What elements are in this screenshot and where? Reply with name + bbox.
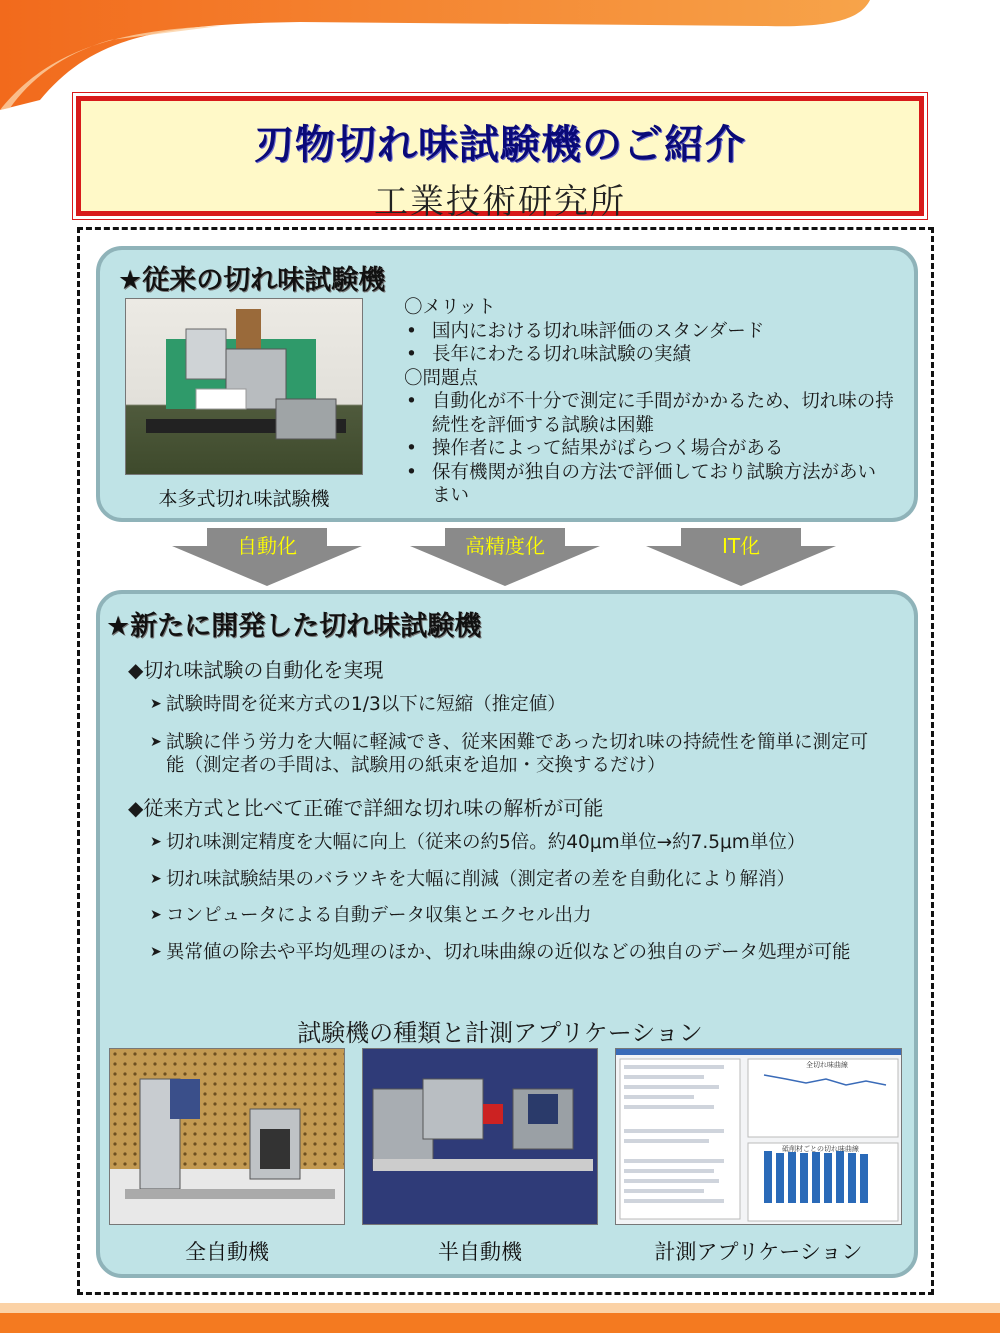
point2-item-text: 切れ味測定精度を大幅に向上（従来の約5倍。約40μm単位→約7.5μm単位） — [166, 832, 806, 853]
honda-tester-illustration — [126, 299, 363, 475]
arrow-precision — [410, 528, 600, 586]
merit-heading: 〇メリット — [404, 297, 496, 318]
organization-name: 工業技術研究所 — [374, 182, 626, 222]
arrow-it — [646, 528, 836, 586]
arrow-label: 自動化 — [237, 534, 297, 558]
point2-item-text: コンピュータによる自動データ収集とエクセル出力 — [166, 905, 592, 926]
arrowhead-icon: ➤ — [150, 734, 162, 750]
app-caption: 計測アプリケーション — [654, 1240, 863, 1264]
merit-item: • 国内における切れ味評価のスタンダード — [404, 320, 894, 344]
app-screenshot-illustration — [616, 1049, 902, 1225]
point1-heading: ◆切れ味試験の自動化を実現 — [128, 658, 384, 682]
problem-item: • 操作者によって結果がばらつく場合がある — [404, 437, 894, 461]
point1-item-text: 試験時間を従来方式の1/3以下に短縮（推定値） — [166, 694, 566, 715]
arrow-label: IT化 — [721, 534, 761, 558]
problem-heading: 〇問題点 — [404, 367, 479, 389]
app-chart1-title: 全切れ味曲線 — [806, 1061, 848, 1069]
point2-item-text: 異常値の除去や平均処理のほか、切れ味曲線の近似などの独自のデータ処理が可能 — [166, 942, 851, 963]
point2-item-text: 切れ味試験結果のバラツキを大幅に削減（測定者の差を自動化により解消） — [166, 869, 796, 890]
arrow-automation — [172, 528, 362, 586]
conventional-heading: ★従来の切れ味試験機 — [118, 265, 386, 296]
full-auto-machine-photo — [109, 1048, 345, 1225]
measurement-app-screenshot — [615, 1048, 902, 1225]
conventional-merits-problems — [404, 296, 894, 508]
point1-item — [150, 693, 890, 716]
arrowhead-icon: ➤ — [150, 696, 162, 712]
page-title: 刃物切れ味試験機のご紹介 — [254, 122, 746, 168]
point2-item — [150, 868, 890, 891]
full-auto-caption: 全自動機 — [185, 1240, 269, 1264]
app-chart2-title: 砥削材ごとの切れ味曲線 — [782, 1145, 859, 1153]
semi-auto-machine-illustration — [363, 1049, 598, 1225]
point1-item — [150, 731, 870, 777]
semi-auto-caption: 半自動機 — [438, 1240, 522, 1264]
point1-item-text: 試験に伴う労力を大幅に軽減でき、従来困難であった切れ味の持続性を簡単に測定可能（測定者の手間は、試験用の紙束を追加・交換するだけ） — [166, 732, 869, 776]
problem-item: • 保有機関が独自の方法で評価しており試験方法があいまい — [404, 461, 894, 508]
semi-auto-machine-photo — [362, 1048, 598, 1225]
new-machine-heading: ★新たに開発した切れ味試験機 — [106, 611, 482, 642]
honda-tester-caption: 本多式切れ味試験機 — [158, 488, 330, 510]
arrowhead-icon: ➤ — [150, 871, 162, 887]
footer-decoration — [0, 1303, 1000, 1333]
title-box — [76, 96, 924, 222]
arrow-label: 高精度化 — [465, 534, 545, 558]
honda-tester-photo — [125, 298, 363, 475]
point2-item — [150, 831, 890, 854]
arrowhead-icon: ➤ — [150, 834, 162, 850]
arrowhead-icon: ➤ — [150, 944, 162, 960]
problem-item: • 自動化が不十分で測定に手間がかかるため、切れ味の持続性を評価する試験は困難 — [404, 390, 894, 437]
arrowhead-icon: ➤ — [150, 907, 162, 923]
point2-item — [150, 941, 870, 964]
full-auto-machine-illustration — [110, 1049, 345, 1225]
gallery-title: 試験機の種類と計測アプリケーション — [297, 1019, 703, 1047]
point2-heading: ◆従来方式と比べて正確で詳細な切れ味の解析が可能 — [128, 796, 604, 820]
merit-item: • 長年にわたる切れ味試験の実績 — [404, 343, 894, 367]
point2-item — [150, 904, 890, 927]
